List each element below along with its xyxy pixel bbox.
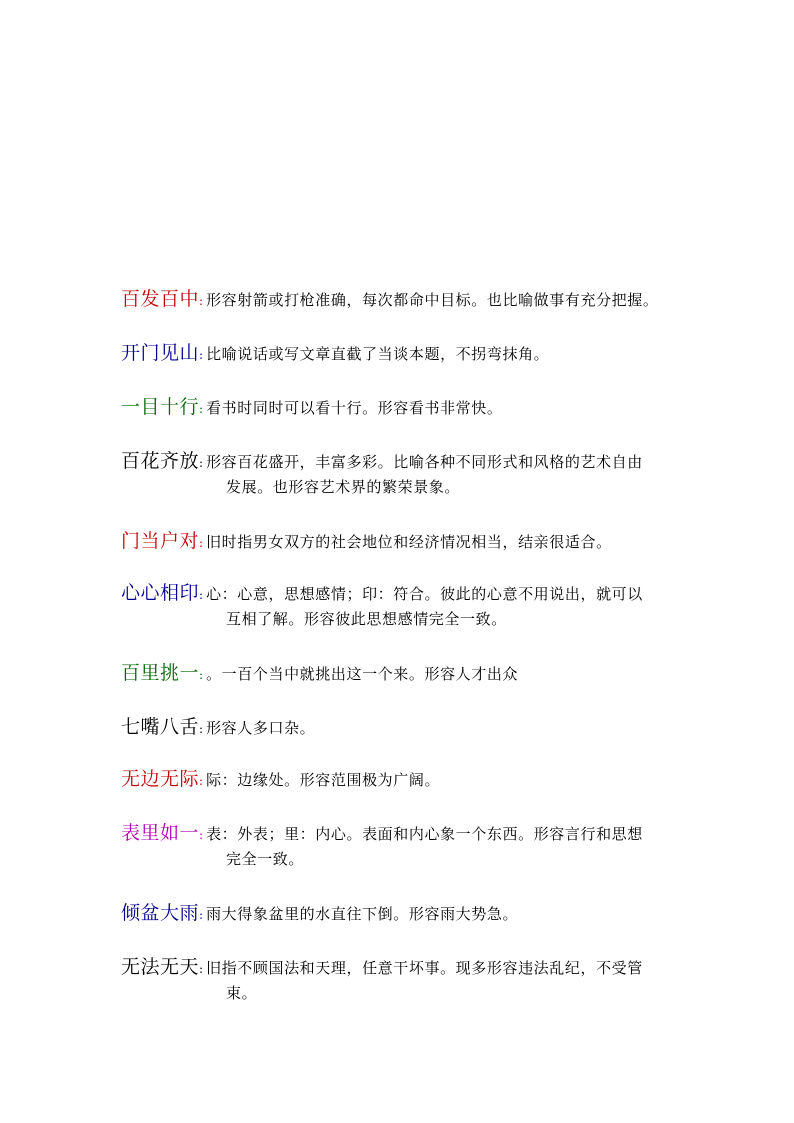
idiom-colon: :	[199, 348, 204, 362]
idiom-entry	[121, 284, 681, 312]
idiom-definition-continuation: 束。	[226, 984, 258, 1002]
idiom-entry	[121, 338, 681, 366]
idiom-definition-continuation: 完全一致。	[226, 850, 305, 868]
idiom-term: 百发百中	[121, 288, 200, 310]
idiom-entry	[121, 658, 681, 686]
idiom-first-line	[121, 284, 681, 312]
idiom-definition: 。一百个当中就挑出这一个来。形容人才出众	[206, 665, 519, 683]
idiom-term: 门当户对	[121, 530, 200, 552]
idiom-colon: :	[199, 402, 204, 416]
idiom-term: 倾盆大雨	[121, 902, 200, 924]
idiom-definition: 形容百花盛开，丰富多彩。比喻各种不同形式和风格的艺术自由	[206, 453, 643, 471]
idiom-entry	[121, 578, 681, 632]
idiom-term: 一目十行	[121, 396, 200, 418]
idiom-first-line	[121, 338, 681, 366]
idiom-definition: 雨大得象盆里的水直往下倒。形容雨大势急。	[206, 905, 519, 923]
idiom-colon: :	[199, 668, 204, 682]
idiom-definition: 形容人多口杂。	[206, 719, 316, 737]
idiom-definition: 形容射箭或打枪准确，每次都命中目标。也比喻做事有充分把握。	[206, 291, 659, 309]
idiom-colon: :	[199, 588, 204, 602]
idiom-entry	[121, 818, 681, 872]
idiom-term: 无法无天	[121, 956, 200, 978]
idiom-definition-continuation: 互相了解。形容彼此思想感情完全一致。	[226, 610, 507, 628]
idiom-definition: 旧时指男女双方的社会地位和经济情况相当，结亲很适合。	[206, 533, 612, 551]
idiom-definition: 际：边缘处。形容范围极为广阔。	[206, 771, 441, 789]
idiom-definition: 心：心意，思想感情；印：符合。彼此的心意不用说出，就可以	[206, 585, 643, 603]
idiom-colon: :	[199, 456, 204, 470]
idiom-colon: :	[199, 774, 204, 788]
idiom-entry	[121, 712, 681, 740]
idiom-colon: :	[199, 722, 204, 736]
idiom-colon: :	[199, 962, 204, 976]
idiom-first-line	[121, 818, 681, 846]
idiom-first-line	[121, 898, 681, 926]
idiom-definition: 看书时同时可以看十行。形容看书非常快。	[206, 399, 503, 417]
idiom-term: 表里如一	[121, 822, 200, 844]
idiom-first-line	[121, 712, 681, 740]
idiom-term: 心心相印	[121, 582, 200, 604]
idiom-first-line	[121, 658, 681, 686]
idiom-entry	[121, 446, 681, 500]
idiom-colon: :	[199, 536, 204, 550]
idiom-first-line	[121, 952, 681, 980]
idiom-term: 百里挑一	[121, 662, 200, 684]
idiom-first-line	[121, 578, 681, 606]
idiom-colon: :	[199, 908, 204, 922]
idiom-colon: :	[199, 294, 204, 308]
idiom-entry	[121, 898, 681, 926]
idiom-definition: 比喻说话或写文章直截了当谈本题，不拐弯抹角。	[206, 345, 550, 363]
idiom-first-line	[121, 392, 681, 420]
idiom-first-line	[121, 526, 681, 554]
idiom-term: 百花齐放	[121, 450, 200, 472]
idiom-definition: 旧指不顾国法和天理，任意干坏事。现多形容违法乱纪，不受管	[206, 959, 643, 977]
idiom-entry	[121, 952, 681, 1006]
idiom-entry	[121, 392, 681, 420]
idiom-term: 七嘴八舌	[121, 716, 200, 738]
idiom-entry	[121, 764, 681, 792]
idiom-definition: 表：外表；里：内心。表面和内心象一个东西。形容言行和思想	[206, 825, 643, 843]
idiom-term: 无边无际	[121, 768, 200, 790]
idiom-colon: :	[199, 828, 204, 842]
idiom-first-line	[121, 446, 681, 474]
idiom-term: 开门见山	[121, 342, 200, 364]
idiom-first-line	[121, 764, 681, 792]
idiom-definition-continuation: 发展。也形容艺术界的繁荣景象。	[226, 478, 461, 496]
idiom-entry	[121, 526, 681, 554]
